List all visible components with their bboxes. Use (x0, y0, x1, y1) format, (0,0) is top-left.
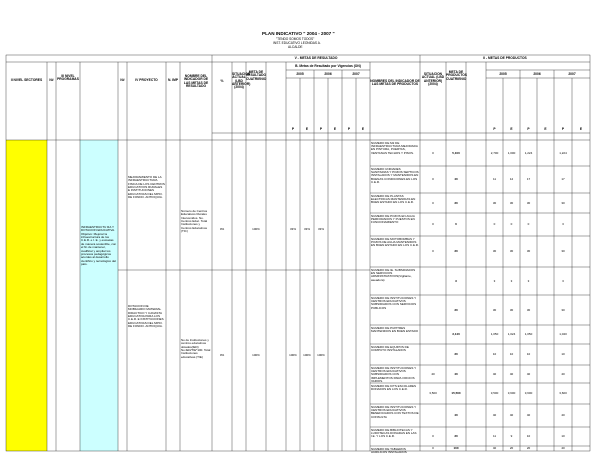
n1-header: N# (49, 78, 54, 82)
row-p2006: 17 (526, 177, 531, 181)
project-v2005: 100% (289, 353, 297, 357)
row-p2007: 40 (561, 413, 565, 417)
exec-col-header: E (579, 127, 583, 131)
project-v2005: 33% (289, 227, 296, 231)
project-v2007: 100% (317, 353, 325, 357)
row-p2005: 30 (492, 200, 497, 205)
meta-productos-header: META DE PRODUCTOS CUATRIENIO (446, 70, 468, 81)
project-v2007: 33% (317, 227, 324, 231)
row-p2006: 10 (526, 434, 531, 438)
row-meta: 30 (454, 352, 458, 356)
row-meta: 3,140 (452, 332, 460, 336)
page-subtitle-3: ALCALDE (288, 45, 303, 49)
row-p2005: 11 (492, 177, 497, 181)
pct-header: % (220, 79, 224, 83)
row-p2007: 3 (562, 278, 564, 283)
n2-header: N# (120, 78, 125, 82)
plan-col-header: P (291, 127, 295, 131)
row-p2006: 40 (526, 413, 531, 417)
row-meta: 40 (454, 413, 458, 417)
row-p2005: 3 (493, 278, 496, 283)
plan-col-header: P (561, 127, 565, 131)
row-e2005: 1,000 (507, 150, 516, 155)
row-meta: 15,500 (451, 391, 461, 395)
b-metas-header: B. Metas de Resultado por Vigencias (ON) (295, 64, 361, 68)
row-p2005: 0 (493, 222, 496, 226)
plan-col-header: P (347, 127, 351, 131)
row-e2005: 1,024 (507, 332, 516, 336)
project-indicator: Número de Centros Educativos Rurales Intervenidos. No. Centros Educ. Total Instituciones y Centros Educativos (TIC) (181, 209, 208, 234)
row-e2005: 30 (509, 200, 514, 205)
row-p2006: 1,224 (524, 150, 533, 155)
row-p2006: 10 (526, 352, 531, 356)
row-p2007: 3,600 (559, 391, 567, 395)
row-e2005: 30 (509, 249, 514, 253)
metas-resultado-header: V - METAS DE RESULTADO (294, 56, 338, 60)
row-p2005: 40 (492, 413, 497, 417)
year-2007-header: 2007 (352, 72, 360, 76)
row-p2005: 30 (492, 307, 497, 312)
row-p2007: 1,040 (559, 332, 567, 336)
product-indicator-name: NUMERO DE M2 DE INFRAESTRUCTURA MEJORADA EN PINTURA, PUERTAS, VENTANAS TECHOS Y PISOS. (371, 140, 418, 155)
row-situacion: 0 (432, 434, 434, 438)
program-description: INFRAESTRUCTU RA Y DOTACION EDUCATIVA. Objetivo: Mejorar la infraestructura de los C.E.R. e I. E. y escuelas de manera sostenible, con el fin de mantener, cualificar y ampliar los procesos pedagógicos acordes al desarrollo científico y tecnológico del país. (81, 225, 117, 266)
product-indicator-name: NUMERO DE EQUIPOS DE COMPUTO INSTALADOS (371, 344, 409, 352)
row-situacion: 0 (432, 249, 434, 253)
row-p2007: 30 (561, 307, 565, 312)
programs-header: III NIVEL PROGRAMAS (57, 74, 79, 82)
row-p2007: 17 (561, 177, 565, 181)
meta-resultado-header: META DE RESULTADO CUATRIENIO (246, 70, 267, 81)
situacion-header: SITUACION ACTUAL (LBD ANTERIOR) (2004) (232, 72, 251, 90)
row-e2005: 30 (509, 307, 514, 312)
sectors-header: II NIVEL SECTORES (10, 78, 43, 82)
row-p2006: 30 (526, 200, 531, 205)
row-p2007: 40 (561, 446, 565, 450)
row-situacion: 0 (432, 150, 434, 155)
exec-col-header: E (333, 127, 337, 131)
product-indicator-name: NUMERO DE INSTITUCIONES Y CENTROS EDUCATIVOS BENEFICIADOS CON TEXTOS DE CONSULTA (371, 404, 419, 419)
project-name: MEJORAMIENTO DE LA INFRAESTRUCTURA FISICA DE LOS CENTROS EDUCATIVOS RURALES E INSTITUCIONES EDUCATIVAS DEL MPIO. DE FONDO. ANTIOQUIA. (128, 175, 165, 200)
row-meta: 40 (454, 371, 458, 376)
row-p2005: 1,050 (490, 332, 499, 336)
row-p2007: 30 (561, 200, 565, 205)
row-p2006: 20 (526, 446, 531, 450)
page-title: PLAN INDICATIVO " 2004 - 2007 " (262, 31, 335, 36)
plan-col-header: P (319, 127, 323, 131)
row-meta: 30 (454, 249, 458, 253)
row-p2005: 10 (492, 352, 497, 356)
row-e2005: 3,600 (507, 391, 516, 395)
row-meta: 3 (455, 278, 457, 283)
situacion2-header: SITUACION ACTUAL (LBD ANTERIOR) (2004) (421, 72, 445, 86)
page-subtitle-2: INST. EDUCATIVO LEONIDAS A. (273, 41, 321, 45)
product-indicator-name: NUMERO DE POZOS EN AGUA PERFORADOS Y PUESTOS EN FUNCIONAMIENTO (371, 213, 415, 225)
row-e2005: 9 (510, 434, 513, 438)
year-2005-prod-header: 2005 (499, 72, 507, 76)
row-p2007: 10 (561, 352, 565, 356)
row-p2007: 3 (562, 222, 564, 226)
row-p2006: 3 (527, 278, 530, 283)
row-p2005: 30 (492, 249, 497, 253)
project-header: IV PROYECTO (135, 78, 158, 82)
row-e2005: 3 (510, 278, 513, 283)
row-p2006: 1,050 (524, 332, 533, 336)
row-meta: 40 (454, 177, 458, 181)
row-p2007: 40 (561, 371, 565, 376)
row-p2005: 3,500 (490, 391, 499, 395)
row-situacion: 3,500 (429, 391, 437, 395)
product-indicator-name: NUMERO DE INSTITUCIONES Y CENTROS EDUCATIVOS SUBSIDIADOS CON SERVICIOS PUBLICOS (371, 295, 417, 310)
row-p2005: 40 (492, 371, 497, 376)
row-situacion: 40 (431, 371, 435, 376)
row-p2005: 2,700 (490, 150, 499, 155)
page-subtitle-1: "TENDO SOMOS TODOS" (276, 37, 315, 41)
sector-fill (6, 140, 47, 451)
row-meta: 30 (454, 307, 458, 312)
row-p2006: 30 (526, 249, 531, 253)
project-lbd: 100% (252, 353, 260, 357)
exec-col-header: E (510, 127, 513, 131)
row-p2005: 40 (492, 446, 497, 450)
project-pct: 0% (219, 227, 225, 231)
product-indicator-name: NUMERO DE PUPITRES MANTENIDOS EN BUEN ESTADO (371, 325, 419, 333)
row-p2007: 30 (561, 249, 565, 253)
row-meta: 100 (453, 446, 459, 450)
row-meta: 30 (454, 200, 458, 205)
project-lbd: 100% (252, 227, 260, 231)
row-e2005: 10 (509, 352, 514, 356)
row-p2005: 11 (492, 434, 497, 438)
project-v2006: 33% (303, 227, 310, 231)
exec-col-header: E (305, 127, 309, 131)
row-e2005: 0 (510, 222, 513, 226)
plan-col-header: P (527, 127, 530, 131)
product-indicator-name: NUMERO DE PLANTAS ELECTRICAS MANTENIDAS EN BUEN ESTADO EN LOS C.E.R. (371, 193, 416, 205)
product-indicator-name: NUMERO DE TABLEROS ACRILICOS INSTALADOS (371, 446, 407, 454)
year-2006-header: 2006 (324, 72, 332, 76)
year-2005-header: 2005 (296, 72, 304, 76)
product-indicator-header: NOMBRES DEL INDICADOR DE LAS METAS DE PRODUCTOS (370, 79, 420, 87)
product-indicator-name: NUMERO DE MOTOBOMBAS Y POZOS DE AGUA MANTENIDOS EN BUEN ESTADO EN LOS C.E.R. (371, 236, 419, 248)
row-situacion: 0 (432, 222, 434, 226)
row-e2005: 12 (509, 177, 514, 181)
row-meta: 5,100 (452, 150, 460, 155)
product-indicator-name: NUMERO DE BIBLIOTECAS Y LUDOTECAS DONADAS EN LAS I.E. Y LOS C.E.R. (371, 427, 417, 439)
product-indicator-name: NUMERO DE IE. SUBSIDIADOS EN SERVICIOS ADMINISTRATIVOS(Vigilante, aseadora) (371, 267, 416, 282)
exec-col-header: E (544, 127, 547, 131)
year-2006-prod-header: 2006 (533, 72, 541, 76)
project-name: DOTACION DE MOBILIARIO MATERIAL DIDACTICO Y CANASTA EDUCATIVA PARA LOS C.E.R. E INSTITUCIONES EDUCATIVAS DEL MPIO. DE FONDO. ANTIOQUIA. (128, 304, 164, 329)
row-p2006: 30 (526, 307, 531, 312)
project-v2006: 100% (303, 353, 311, 357)
row-e2005: 40 (509, 371, 514, 376)
project-indicator: No de Instituciones y centros educativos dotados(IED) No.IED/TIE*100. Total Instituciones educativas (TIE) (181, 338, 211, 359)
product-indicator-name: NUMERO DE INSTITUCIONES Y CENTROS EDUCATIVOS SUBSIDIADOS CON IMPLEMENTOS PARA OFICIOS VARIOS. (371, 365, 417, 383)
row-e2005: 20 (509, 446, 514, 450)
row-situacion: 0 (432, 200, 434, 205)
n3-header: N. IMP (167, 78, 179, 82)
row-situacion: 0 (432, 177, 434, 181)
row-meta: 0 (455, 222, 457, 226)
product-indicator-name: NUMERO DE KITS ESCOLARES DONADOS EN LOS C.E.R. (371, 383, 417, 391)
project-pct: 0% (219, 353, 225, 357)
plan-col-header: P (493, 127, 496, 131)
indicator-name-header: NOMBRE DEL INDICADOR DE LAS METAS DE RESULTADO (183, 74, 209, 88)
row-p2006: 3,600 (524, 391, 533, 395)
row-e2005: 40 (509, 413, 514, 417)
row-p2006: 40 (526, 371, 531, 376)
row-situacion: 0 (432, 446, 434, 450)
row-meta: 30 (454, 434, 458, 438)
metas-productos-header: II - METAS DE PRODUCTOS (483, 56, 527, 60)
product-indicator-name: NUMERO UNIDADES SANITARIAS Y POZOS SEPTICOS INSTALADOS Y MANTENIDOS EN BUENAS CONDICIONES EN LOS C.E.R. (371, 166, 419, 184)
row-p2006: 0 (527, 222, 530, 226)
year-2007-prod-header: 2007 (568, 72, 576, 76)
row-p2007: 10 (561, 434, 565, 438)
row-p2007: 1,224 (559, 150, 567, 155)
exec-col-header: E (361, 127, 365, 131)
